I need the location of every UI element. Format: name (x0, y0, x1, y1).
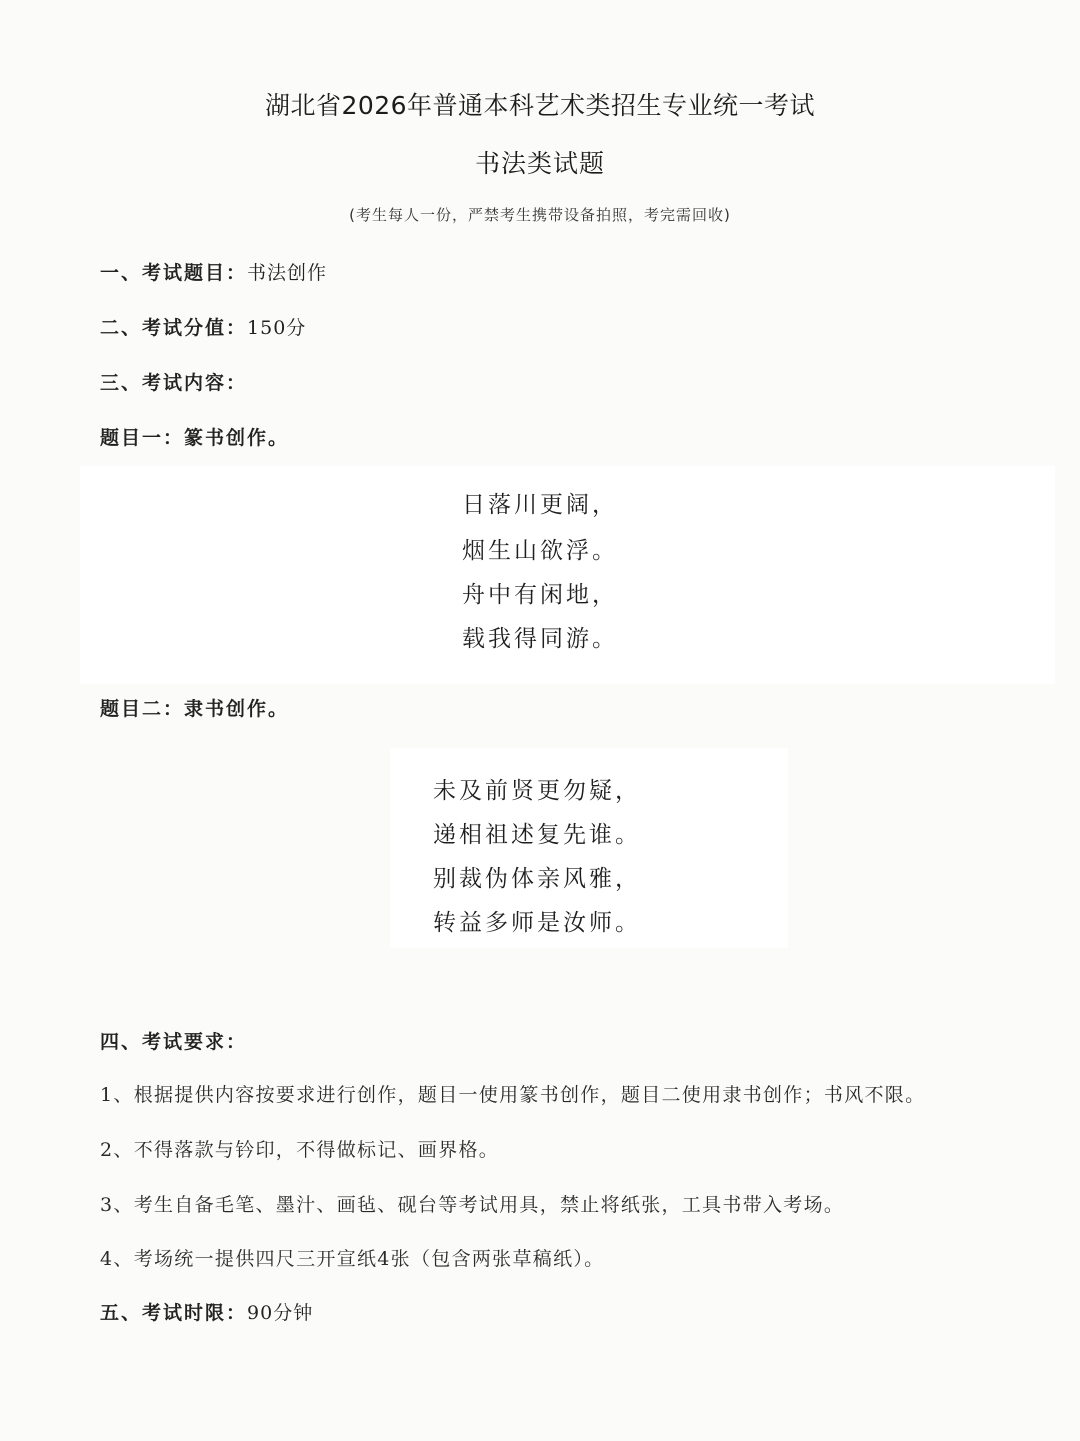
poem-one-line: 载我得同游。 (462, 626, 618, 652)
poem-two-line: 递相祖述复先谁。 (433, 822, 641, 848)
question-one (100, 423, 289, 450)
question-one-label: 题目一：篆书创作。 (100, 427, 290, 449)
requirement-item: 2、不得落款与钤印，不得做标记、画界格。 (100, 1139, 500, 1161)
section-score-value: 150分 (247, 317, 307, 339)
exam-subtitle: 书法类试题 (474, 149, 605, 178)
exam-title: 湖北省2026年普通本科艺术类招生专业统一考试 (264, 91, 816, 120)
requirement-item: 3、考生自备毛笔、墨汁、画毡、砚台等考试用具，禁止将纸张，工具书带入考场。 (100, 1194, 845, 1216)
section-requirements-label: 四、考试要求： (100, 1031, 248, 1053)
poem-one-line: 日落川更阔， (462, 492, 618, 518)
requirement-item: 4、考场统一提供四尺三开宣纸4张（包含两张草稿纸）。 (100, 1248, 605, 1270)
poem-two-line: 别裁伪体亲风雅， (433, 866, 641, 892)
poem-one-line: 舟中有闲地， (462, 582, 618, 608)
section-topic-label: 一、考试题目： (100, 262, 248, 284)
section-content-label: 三、考试内容： (100, 372, 248, 394)
section-score (100, 313, 306, 340)
section-content (100, 368, 247, 395)
section-topic (100, 258, 327, 285)
poem-one-line: 烟生山欲浮。 (462, 538, 618, 564)
exam-note: (考生每人一份，严禁考生携带设备拍照，考完需回收) (349, 206, 731, 224)
section-requirements (100, 1027, 247, 1054)
question-two (100, 694, 289, 721)
section-topic-value: 书法创作 (247, 262, 328, 284)
section-score-label: 二、考试分值： (100, 317, 248, 339)
section-time-limit-label: 五、考试时限： (100, 1302, 248, 1324)
poem-two-line: 未及前贤更勿疑， (433, 778, 641, 804)
requirement-item: 1、根据提供内容按要求进行创作，题目一使用篆书创作，题目二使用隶书创作；书风不限。 (100, 1084, 926, 1106)
question-two-label: 题目二：隶书创作。 (100, 698, 290, 720)
poem-two-line: 转益多师是汝师。 (433, 910, 641, 936)
section-time-limit-value: 90分钟 (247, 1302, 314, 1324)
section-time-limit (100, 1298, 313, 1325)
